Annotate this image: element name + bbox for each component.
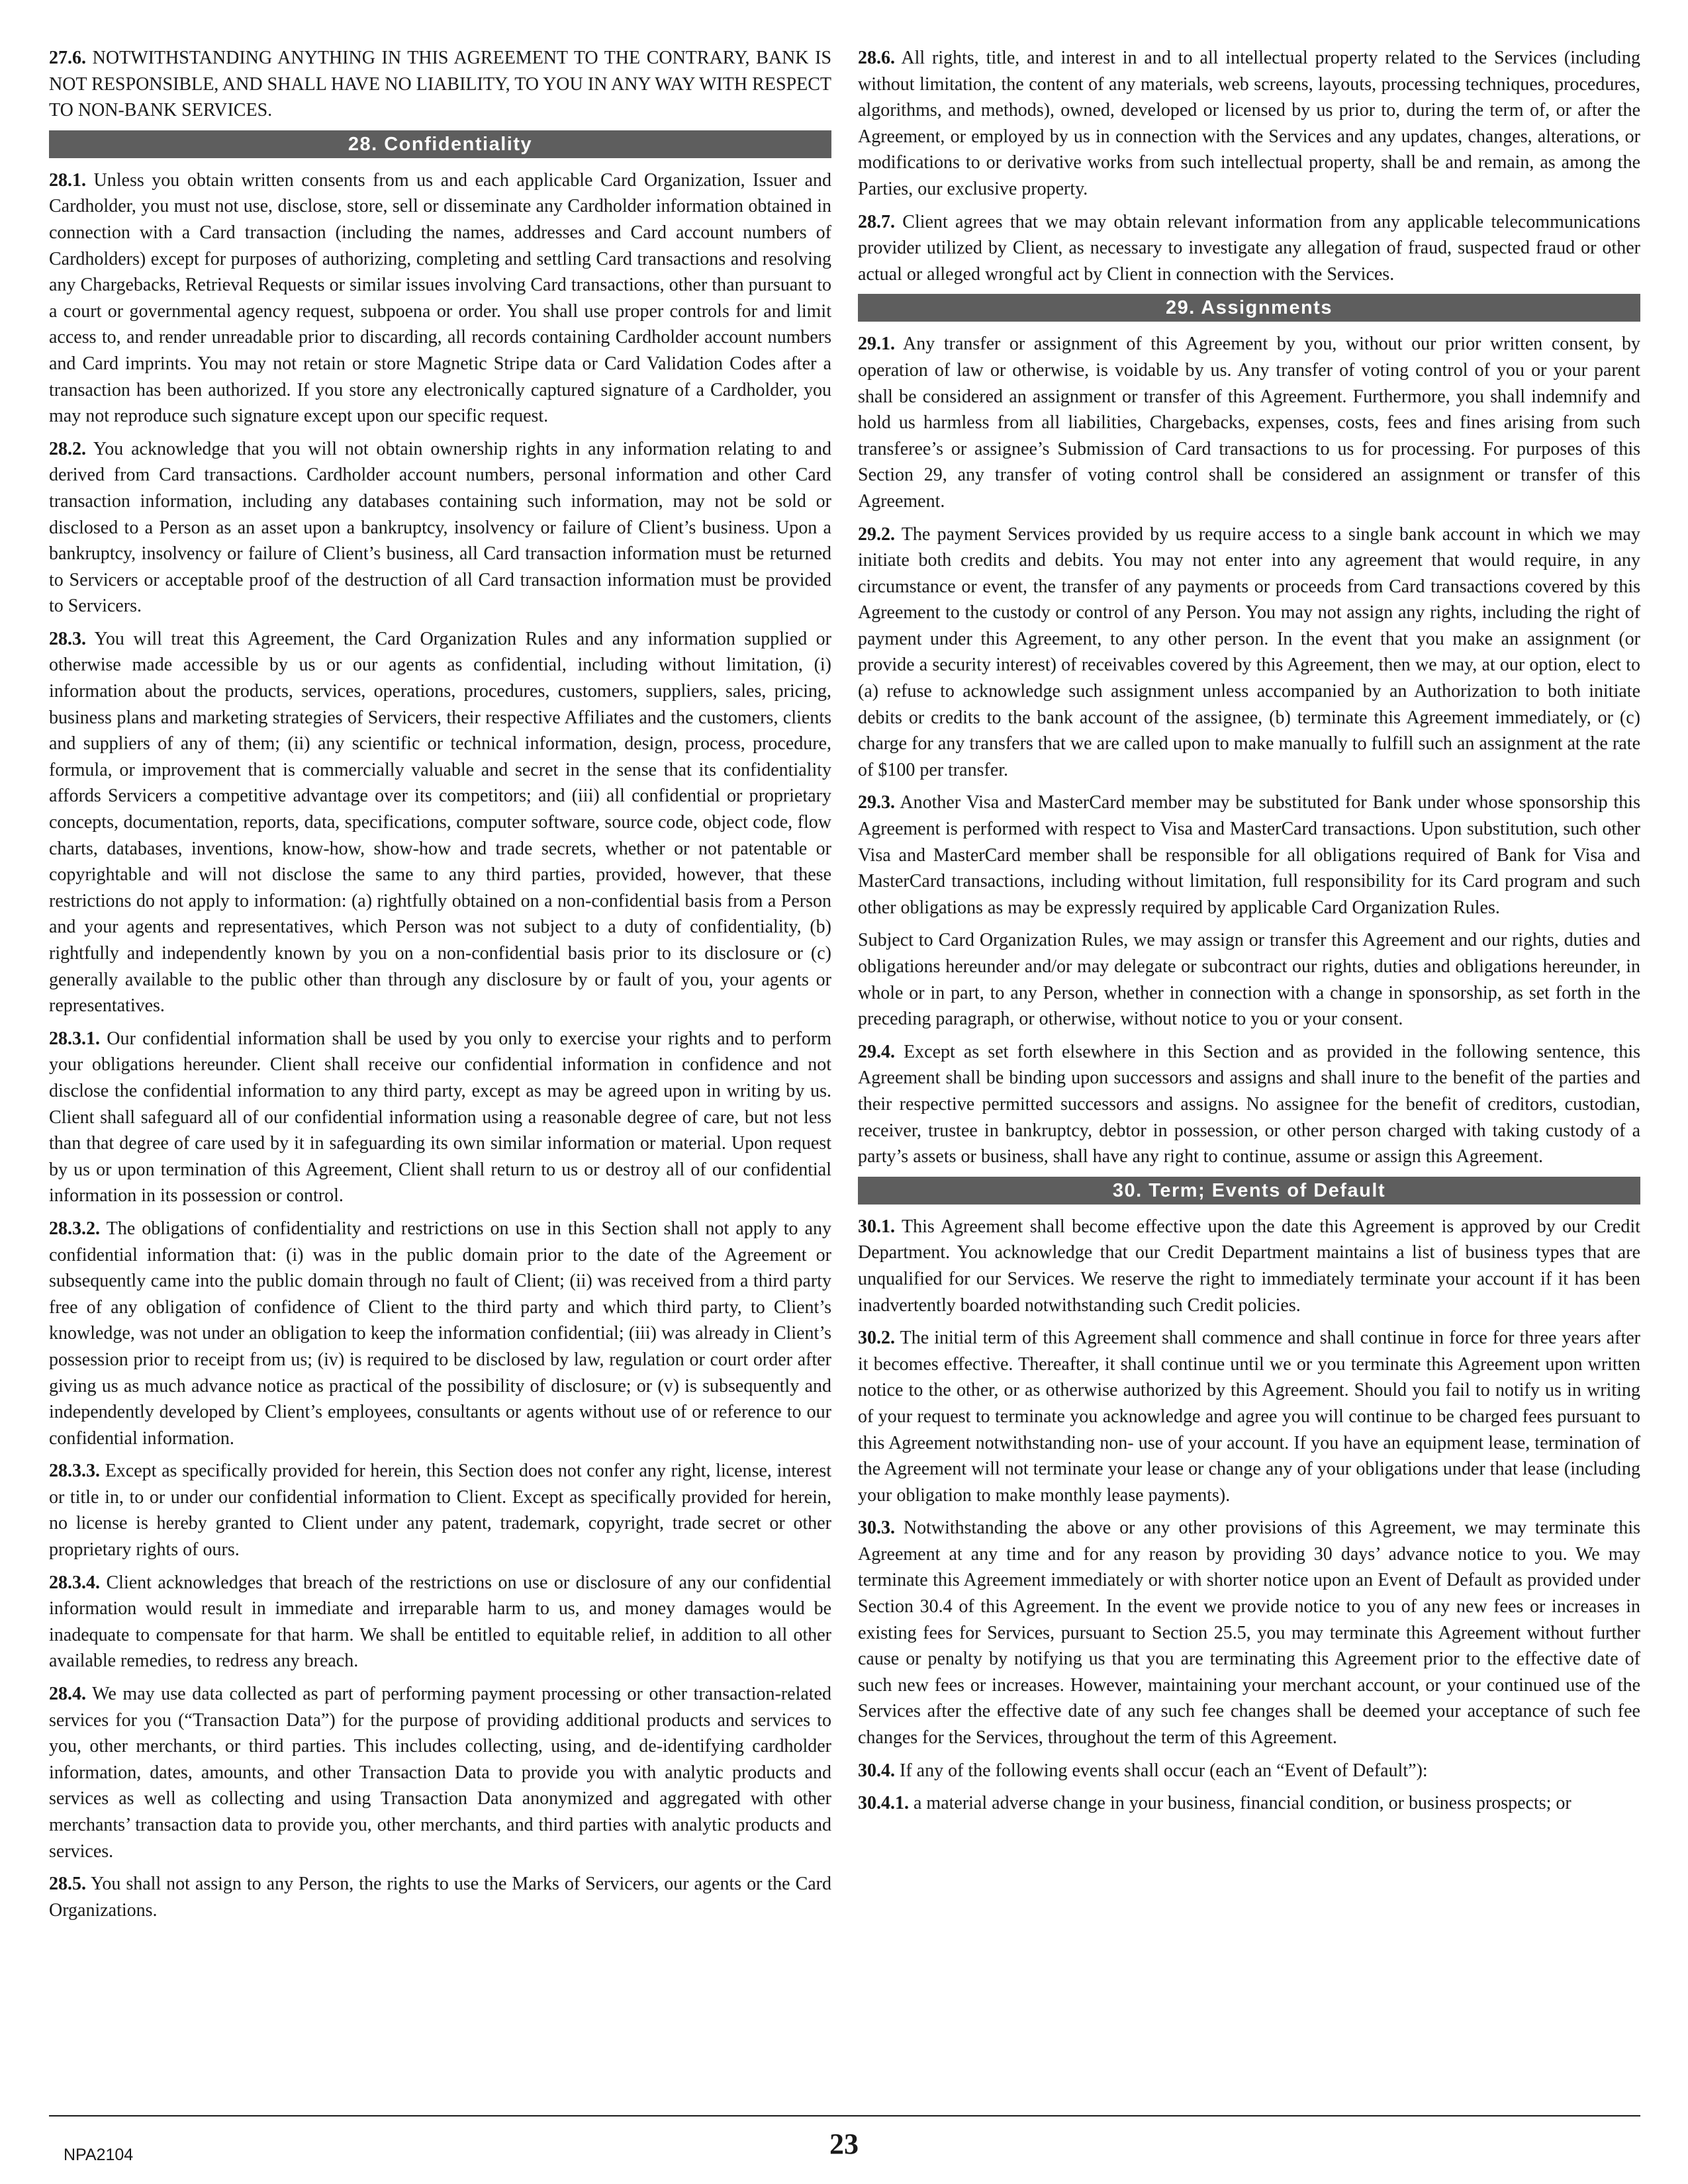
clause-text: Unless you obtain written consents from us and each applicable Card Organization, Issuer and Cardholder, you must not use, disclose, store, sell or disseminate any Cardholder information obtained in connection with a Card transaction (including the names, addresses and Card account numbers of Cardholders) except for purposes of authorizing, completing and settling Card transactions and resolving any Chargebacks, Retrieval Requests or similar issues involving Card transactions, other than pursuant to a court or governmental agency request, subpoena or order. You shall use proper controls for and limit access to, and render unreadable prior to discarding, all records containing Cardholder account numbers and Card imprints. You may not retain or store Magnetic Stripe data or Card Validation Codes after a transaction has been authorized. If you store any electronically captured signature of a Cardholder, you may not reproduce such signature except upon our specific request.	[49, 169, 831, 427]
document-code: NPA2104	[64, 2146, 134, 2164]
clause-text: Any transfer or assignment of this Agreement by you, without our prior written consent, by operation of law or otherwise, is voidable by us. Any transfer of voting control of you or your parent shall be considered an assignment or transfer of this Agreement. Furthermore, you shall indemnify and hold us harmless from all liabilities, Chargebacks, expenses, costs, fees and fines arising from such transferee’s or assignee’s Submission of Card transactions to us for processing. For purposes of this Section 29, any transfer of voting control shall be considered an assignment or transfer of this Agreement.	[858, 334, 1640, 512]
clause-text: Another Visa and MasterCard member may be substituted for Bank under whose sponsorship this Agreement is performed with respect to Visa and MasterCard transactions. Upon substitution, such other Visa and MasterCard member shall be responsible for all obligations required of Bank for Visa and MasterCard transactions, including without limitation, full responsibility for its Card program and such other obligations as may be expressly required by applicable Card Organization Rules.	[858, 792, 1640, 918]
clause-paragraph	[49, 626, 831, 1019]
clause-text: a material adverse change in your business, financial condition, or business prospects; or	[914, 1793, 1571, 1814]
clause-paragraph	[858, 1790, 1640, 1817]
page-number: 23	[829, 2128, 859, 2160]
clause-number: 30.4.1.	[858, 1793, 909, 1814]
clause-paragraph	[49, 1458, 831, 1563]
clause-text: Except as set forth elsewhere in this Section and as provided in the following sentence, this Agreement shall be binding upon successors and assigns and shall inure to the benefit of the parties and their respective permitted successors and assigns. No assignee for the benefit of creditors, custodian, receiver, trustee in bankruptcy, debtor in possession, or other person charged with taking custody of a party’s assets or business, shall have any right to continue, assume or assign this Agreement.	[858, 1041, 1640, 1167]
section-heading: 28. Confidentiality	[49, 130, 831, 158]
clause-paragraph	[49, 1026, 831, 1209]
clause-number: 28.3.	[49, 628, 86, 649]
clause-number: 28.2.	[49, 438, 86, 459]
clause-text: We may use data collected as part of performing payment processing or other transaction-related services for you (“Transaction Data”) for the purpose of providing additional products and services to you, other merchants, or third parties. This includes collecting, using, and de-identifying cardholder information, dates, amounts, and other Transaction Data to provide you with analytic products and services as well as collecting and using Transaction Data anonymized and aggregated with other merchants’ transaction data to provide you, other merchants, and third parties with analytic products and services.	[49, 1684, 831, 1862]
clause-paragraph	[858, 209, 1640, 288]
right-column	[858, 45, 1640, 1823]
clause-number: 28.3.1.	[49, 1028, 100, 1049]
clause-number: 30.4.	[858, 1760, 895, 1781]
clause-text: All rights, title, and interest in and to all intellectual property related to the Services (including without limitation, the content of any materials, web screens, layouts, processing techniques, procedures, algorithms, and methods), owned, developed or licensed by us prior to, during the term of, or after the Agreement, or employed by us in connection with the Services and any updates, changes, alterations, or modifications to or derivative works from such intellectual property, shall be and remain, as among the Parties, our exclusive property.	[858, 48, 1640, 199]
clause-paragraph	[49, 1216, 831, 1451]
clause-number: 30.1.	[858, 1216, 895, 1237]
clause-text: Client agrees that we may obtain relevant information from any applicable telecommunications provider utilized by Client, as necessary to investigate any allegation of fraud, suspected fraud or other actual or alleged wrongful act by Client in connection with the Services.	[858, 211, 1641, 285]
clause-text: The obligations of confidentiality and restrictions on use in this Section shall not apply to any confidential information that: (i) was in the public domain prior to the date of the Agreement or subsequently came into the public domain through no fault of Client; (ii) was received from a third party free of any obligation of confidence of Client to the third party and which third party, to Client’s knowledge, was not under an obligation to keep the information confidential; (iii) was already in Client’s possession prior to receipt from us; (iv) is required to be disclosed by law, regulation or court order after giving us as much advance notice as practical of the possibility of disclosure; or (v) is subsequently and independently developed by Client’s employees, consultants or agents without use of or reference to our confidential information.	[49, 1218, 831, 1449]
clause-number: 28.1.	[49, 169, 86, 191]
clause-text: Subject to Card Organization Rules, we may assign or transfer this Agreement and our rights, duties and obligations hereunder and/or may delegate or subcontract our rights, duties and obligations hereunder, in whole or in part, to any Person, whether in connection with a change in sponsorship, as set forth in the preceding paragraph, or otherwise, without notice to you or your consent.	[858, 930, 1640, 1030]
left-column	[49, 45, 831, 1930]
clause-paragraph	[858, 1325, 1640, 1508]
clause-number: 28.4.	[49, 1684, 86, 1705]
clause-number: 30.3.	[858, 1518, 895, 1539]
clause-text: This Agreement shall become effective upon the date this Agreement is approved by our Credit Department. You acknowledge that our Credit Department maintains a list of business types that are unqualified for our Services. We reserve the right to immediately terminate your account if it has been inadvertently boarded notwithstanding such Credit policies.	[858, 1216, 1640, 1316]
clause-paragraph	[858, 1039, 1640, 1170]
clause-text: The payment Services provided by us require access to a single bank account in which we may initiate both credits and debits. You may not enter into any agreement that would require, in any circumstance or event, the transfer of any payments or proceeds from Card transactions covered by this Agreement to the custody or control of any Person. You may not assign any rights, including the right of payment under this Agreement, to any other person. In the event that you make an assignment (or provide a security interest) of receivables covered by this Agreement, then we may, at our option, elect to (a) refuse to acknowledge such assignment unless accompanied by an Authorization to both initiate debits or credits to the bank account of the assignee, (b) terminate this Agreement immediately, or (c) charge for any transfers that we are called upon to make manually to fulfill such an assignment at the rate of $100 per transfer.	[858, 523, 1640, 780]
section-heading: 29. Assignments	[858, 294, 1640, 322]
clause-text: Our confidential information shall be used by you only to exercise your rights and to perform your obligations hereunder. Client shall receive our confidential information in confidence and not disclose the confidential information to any third party, except as may be agreed upon in writing by us. Client shall safeguard all of our confidential information using a reasonable degree of care, but not less than that degree of care used by it in safeguarding its own similar information or material. Upon request by us or upon termination of this Agreement, Client shall return to us or destroy all of our confidential information in its possession or control.	[49, 1028, 832, 1206]
clause-number: 28.3.2.	[49, 1218, 100, 1239]
clause-number: 30.2.	[858, 1328, 895, 1349]
clause-text: You will treat this Agreement, the Card Organization Rules and any information supplied or otherwise made accessible by us or our agents as confidential, including without limitation, (i) information about the products, services, operations, procedures, customers, suppliers, sales, pricing, business plans and marketing strategies of Servicers, their respective Affiliates and the customers, clients and suppliers of any of them; (ii) any scientific or technical information, design, process, procedure, formula, or improvement that is commercially valuable and secret in the sense that its confidentiality affords Servicers a competitive advantage over its competitors; and (iii) all confidential or proprietary concepts, documentation, reports, data, specifications, computer software, source code, object code, flow charts, databases, inventions, know-how, show-how and trade secrets, whether or not patentable or copyrightable and will not disclose the same to any third parties, provided, however, that these restrictions do not apply to information: (a) rightfully obtained on a non-confidential basis from a Person and your agents and representatives, which Person was not subject to a duty of confidentiality, (b) rightfully and independently known by you on a non-confidential basis prior to its disclosure or (c) generally available to the public other than through any disclosure by or fault of you, your agents or representatives.	[49, 628, 832, 1017]
clause-paragraph	[49, 167, 831, 430]
clause-text: You acknowledge that you will not obtain ownership rights in any information relating to and derived from Card transactions. Cardholder account numbers, personal information and other Card transaction information, including any databases containing such information, may not be sold or disclosed to a Person as an asset upon a bankruptcy, insolvency or failure of Client’s business. Upon a bankruptcy, insolvency or failure of Client’s business, all Card transaction information must be returned to Servicers or acceptable proof of the destruction of all Card transaction information must be provided to Servicers.	[49, 438, 831, 617]
clause-text: Notwithstanding the above or any other provisions of this Agreement, we may terminate this Agreement at any time and for any reason by providing 30 days’ advance notice to you. We may terminate this Agreement immediately or with shorter notice upon an Event of Default as provided under Section 30.4 of this Agreement. In the event we provide notice to you of any new fees or increases in existing fees for Services, pursuant to Section 25.5, you may terminate this Agreement without further cause or penalty by notifying us that you are terminating this Agreement prior to the effective date of such new fees or increases. However, maintaining your merchant account, or your continued use of the Services after the effective date of any such fee changes shall be deemed your acceptance of such fee changes for the Services, throughout the term of this Agreement.	[858, 1518, 1641, 1749]
clause-text: You shall not assign to any Person, the rights to use the Marks of Servicers, our agents or the Card Organizations.	[49, 1874, 831, 1921]
clause-paragraph	[49, 1871, 831, 1923]
clause-paragraph	[858, 45, 1640, 203]
clause-paragraph	[49, 1570, 831, 1674]
clause-paragraph	[858, 522, 1640, 784]
clause-number: 29.1.	[858, 334, 895, 355]
clause-text: Client acknowledges that breach of the restrictions on use or disclosure of any our confidential information would result in immediate and irreparable harm to us, and money damages would be inadequate to compensate for that harm. We shall be entitled to equitable relief, in addition to all other available remedies, to redress any breach.	[49, 1572, 831, 1672]
clause-paragraph	[858, 790, 1640, 921]
clause-paragraph	[858, 1214, 1640, 1318]
section-heading: 30. Term; Events of Default	[858, 1177, 1640, 1205]
clause-paragraph	[858, 927, 1640, 1032]
clause-number: 28.3.3.	[49, 1461, 100, 1482]
clause-paragraph	[858, 1515, 1640, 1751]
footer-rule	[49, 2115, 1640, 2116]
clause-paragraph	[49, 1681, 831, 1864]
clause-number: 28.5.	[49, 1874, 86, 1895]
clause-text: If any of the following events shall occur (each an “Event of Default”):	[900, 1760, 1428, 1781]
clause-number: 28.6.	[858, 48, 895, 68]
clause-number: 28.3.4.	[49, 1572, 100, 1593]
clause-text: NOTWITHSTANDING ANYTHING IN THIS AGREEMENT TO THE CONTRARY, BANK IS NOT RESPONSIBLE, AND SHALL HAVE NO LIABILITY, TO YOU IN ANY WAY WITH RESPECT TO NON-BANK SERVICES.	[49, 48, 832, 121]
clause-number: 29.2.	[858, 523, 895, 545]
clause-text: Except as specifically provided for herein, this Section does not confer any right, license, interest or title in, to or under our confidential information to Client. Except as specifically provided for herein, no license is hereby granted to Client under any patent, trademark, copyright, trade secret or other proprietary rights of ours.	[49, 1461, 832, 1561]
clause-paragraph	[49, 45, 831, 124]
clause-text: The initial term of this Agreement shall commence and shall continue in force for three years after it becomes effective. Thereafter, it shall continue until we or you terminate this Agreement upon written notice to the other, or as otherwise authorized by this Agreement. Should you fail to notify us in writing of your request to terminate you acknowledge and agree you will continue to be charged fees pursuant to this Agreement notwithstanding non- use of your account. If you have an equipment lease, termination of the Agreement will not terminate your lease or change any of your obligations under that lease (including your obligation to make monthly lease payments).	[858, 1328, 1640, 1506]
clause-paragraph	[49, 436, 831, 619]
clause-paragraph	[858, 1758, 1640, 1784]
clause-number: 29.3.	[858, 792, 895, 813]
clause-number: 27.6.	[49, 48, 86, 68]
clause-number: 28.7.	[858, 211, 895, 232]
clause-paragraph	[858, 331, 1640, 514]
clause-number: 29.4.	[858, 1041, 895, 1062]
